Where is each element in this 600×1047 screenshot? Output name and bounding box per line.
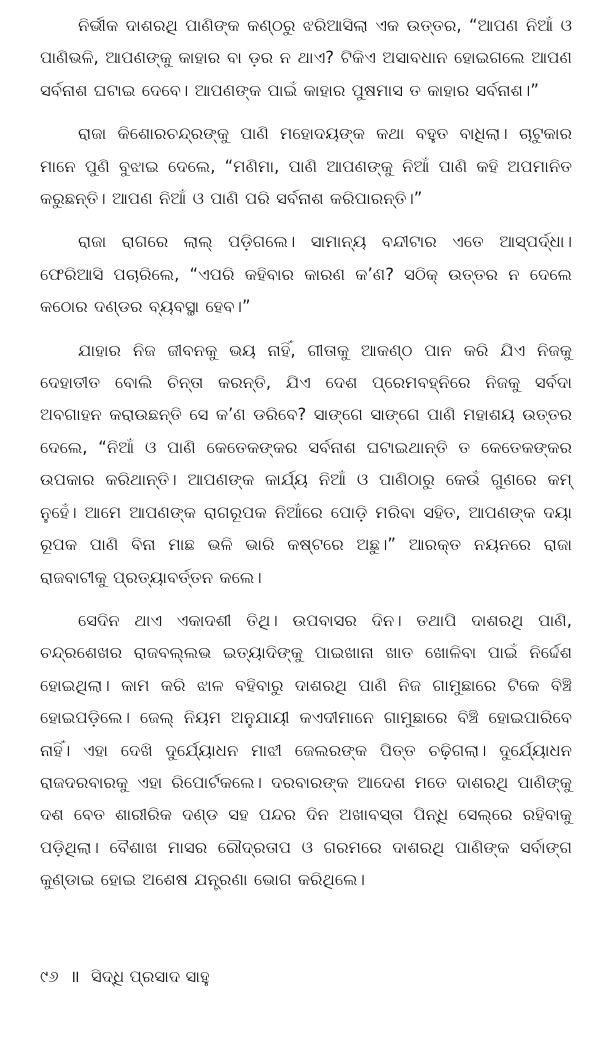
paragraph-5: ସେଦିନ ଥାଏ ଏକାଦଶୀ ତିଥି। ଉପବାସର ଦିନ। ତଥାପି ଦାଶରଥି ପାଣି, ଚନ୍ଦ୍ରଶେଖର ରାଜବଲ୍ଲଭ ଇତ୍ୟାଦିଙ୍କୁ ପାଇଖାନା ଖାତ ଖୋଳିବା ପାଇଁ ନିର୍ଦ୍ଦେଶ ହୋଇଥିଲା। କାମ କରି ଝାଳ ବହିବାରୁ ଦାଶରଥି ପାଣି ନିଜ ଗାମୁଛାରେ ଟିକେ ବିଞ୍ଚି ହୋଇପଡ଼ିଲେ। ଜେଲ୍ ନିୟମ ଅନୁଯାୟୀ କଏଦୀମାନେ ଗାମୁଛାରେ ବିଞ୍ଚି ହୋଇପାରିବେ ନାହିଁ। ଏହା ଦେଖି ଦୁର୍ଯ୍ୟୋଧନ ମାଝୀ ଜେଲରଙ୍କ ପିତ୍ତ ଚଢ଼ିଗଲା। ଦୁର୍ଯ୍ୟୋଧନ ରାଜଦରବାରକୁ ଏହା ରିପୋର୍ଟକଲେ। ଦରବାରଙ୍କ ଆଦେଶ ମତେ ଦାଶରଥି ପାଣିଙ୍କୁ ଦଶ ବେତ ଶାରୀରିକ ଦଣ୍ଡ ସହ ପନ୍ଦର ଦିନ ଅଖାବସ୍ତା ପିନ୍ଧି ସେଲ୍‌ରେ ରହିବାକୁ ପଡ଼ିଥିଲା। ବୈଶାଖ ମାସର ରୌଦ୍ରତାପ ଓ ଗରମରେ ଦାଶରଥି ପାଣିଙ୍କ ସର୍ବାଙ୍ଗ କୁଣ୍ଡାଇ ହୋଇ ଅଶେଷ ଯନ୍ତ୍ରଣା ଭୋଗ କରିଥିଲେ। bbox=[40, 610, 572, 890]
footer-separator: ॥ bbox=[69, 967, 80, 986]
body-text bbox=[40, 10, 572, 897]
paragraph-3: ରାଜା ରାଗରେ ଲାଲ୍ ପଡ଼ିଗଲେ। ସାମାନ୍ୟ ବନ୍ଦୀଟାର ଏତେ ଆସ୍ପର୍ଦ୍ଧା। ଫେରିଆସି ପଚାରିଲେ, “ଏପରି କହିବାର କାରଣ କ’ଣ? ସଠିକ୍ ଉତ୍ତର ନ ଦେଲେ କଠୋର ଦଣ୍ଡର ବ୍ୟବସ୍ଥା ହେବ।” bbox=[40, 232, 572, 317]
author-name: ସିଦ୍ଧି ପ୍ରସାଦ ସାହୁ bbox=[90, 967, 210, 986]
paragraph-4: ଯାହାର ନିଜ ଜୀବନକୁ ଭୟ ନାହିଁ, ଗୀତାକୁ ଆକଣ୍ଠ ପାନ କରି ଯିଏ ନିଜକୁ ଦେହାତୀତ ବୋଲି ଚିନ୍ତା କରନ୍ତି, ଯିଏ ଦେଶ ପ୍ରେମବହ୍ନିରେ ନିଜକୁ ସର୍ବଦା ଅବଗାହନ କରାଉଛନ୍ତି ସେ କ’ଣ ଡରିବେ? ସାଙ୍ଗେ ସାଙ୍ଗେ ପାଣି ମହାଶୟ ଉତ୍ତର ଦେଲେ, “ନିଆଁ ଓ ପାଣି କେତେକଙ୍କର ସର୍ବନାଶ ଘଟାଇଥାନ୍ତି ତ କେତେକଙ୍କର ଉପକାର କରିଥାନ୍ତି। ଆପଣଙ୍କ କାର୍ଯ୍ୟ ନିଆଁ ଓ ପାଣିଠାରୁ କେଉଁ ଗୁଣରେ କମ୍ ନୁହେଁ। ଆମେ ଆପଣଙ୍କ ରାଗରୂପକ ନିଆଁରେ ପୋଡ଼ି ମରିବା ସହିତ, ଆପଣଙ୍କ ଦୟା ରୂପକ ପାଣି ବିନା ମାଛ ଭଳି ଭାରି କଷ୍ଟରେ ଅଛୁ।” ଆରକ୍ତ ନୟନରେ ରାଜା ରାଜବାଟୀକୁ ପ୍ରତ୍ୟାବର୍ତ୍ତନ କଲେ। bbox=[40, 340, 572, 587]
page-footer bbox=[40, 962, 210, 992]
paragraph-2: ରାଜା କିଶୋରଚନ୍ଦ୍ରଙ୍କୁ ପାଣି ମହୋଦୟଙ୍କ କଥା ବହୁତ ବାଧିଲା। ଚାଟୁକାର ମାନେ ପୁଣି ବୁଝାଇ ଦେଲେ, “ମଣିମା, ପାଣି ଆପଣଙ୍କୁ ନିଆଁ ପାଣି କହି ଅପମାନିତ କରୁଛନ୍ତି। ଆପଣ ନିଆଁ ଓ ପାଣି ପରି ସର୍ବନାଶ କରିପାରନ୍ତି।” bbox=[40, 124, 572, 209]
page-number: ୯୬ bbox=[40, 967, 59, 986]
paragraph-1: ନିର୍ଭୀକ ଦାଶରଥି ପାଣିଙ୍କ କଣ୍ଠରୁ ଝରିଆସିଲା ଏକ ଉତ୍ତର, “ଆପଣ ନିଆଁ ଓ ପାଣିଭଳି, ଆପଣଙ୍କୁ କାହାର ବା ଡ଼ର ନ ଥାଏ? ଟିକିଏ ଅସାବଧାନ ହୋଇଗଲେ ଆପଣ ସର୍ବନାଶ ଘଟାଇ ଦେବେ। ଆପଣଙ୍କ ପାଇଁ କାହାର ପୁଷମାସ ତ କାହାର ସର୍ବନାଶ।” bbox=[40, 16, 572, 100]
